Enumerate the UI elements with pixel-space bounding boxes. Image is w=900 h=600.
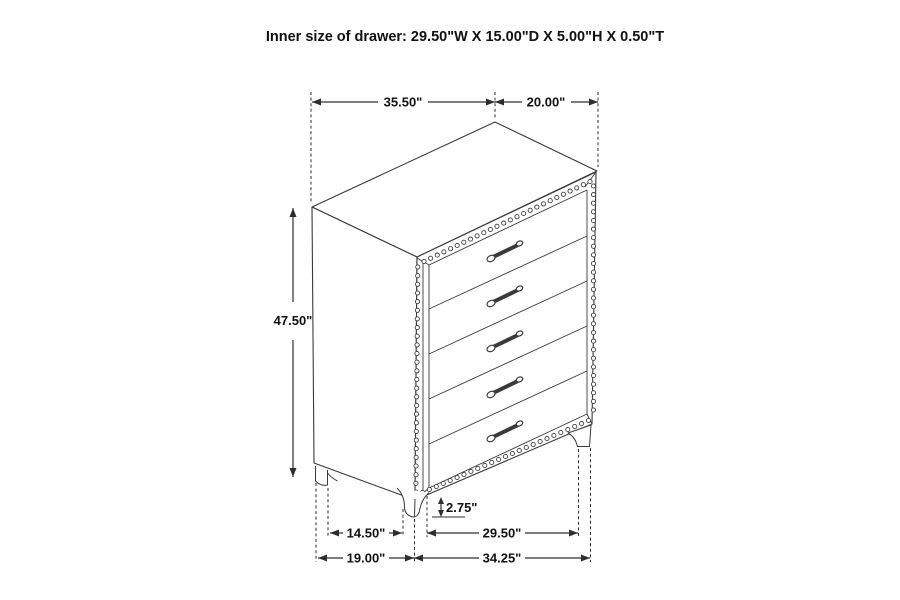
nailhead [414, 455, 418, 459]
nailhead [591, 253, 595, 257]
nailhead [416, 265, 420, 269]
diagram-title: Inner size of drawer: 29.50"W X 15.00"D X 5.00"H X 0.50"T [265, 29, 665, 45]
nailhead [591, 201, 595, 205]
nailhead [568, 189, 572, 193]
nailhead [528, 208, 532, 212]
foot-front-corner-edge [415, 499, 416, 517]
nailhead [415, 334, 419, 338]
dimension-label-overall-depth: 20.00" [526, 94, 566, 110]
dimension-front-leg-span [427, 526, 578, 541]
nailhead [414, 438, 418, 442]
nailhead [591, 287, 595, 291]
nailhead [591, 313, 595, 317]
nailhead [415, 369, 419, 373]
nailhead [538, 439, 542, 443]
nailhead [591, 365, 595, 369]
nailhead [508, 218, 512, 222]
nailhead [586, 418, 590, 422]
nailhead [591, 382, 595, 386]
nailhead [415, 326, 419, 330]
nailhead [414, 481, 418, 485]
nailhead [416, 274, 420, 278]
nailhead [510, 451, 514, 455]
nailhead [475, 234, 479, 238]
dimension-label-overall-width: 35.50" [383, 94, 423, 110]
nailhead [541, 202, 545, 206]
nailhead [414, 429, 418, 433]
nailhead [414, 464, 418, 468]
nailhead [415, 386, 419, 390]
dimension-side-leg-span [330, 526, 402, 541]
nailhead [573, 424, 577, 428]
nailhead [415, 403, 419, 407]
nailhead [591, 305, 595, 309]
nailhead [422, 259, 426, 263]
nailhead [591, 270, 595, 274]
nailhead [581, 183, 585, 187]
nailhead [462, 240, 466, 244]
nailhead [515, 215, 519, 219]
dimension-overall-height [274, 208, 313, 477]
nailhead [415, 343, 419, 347]
nailhead [455, 243, 459, 247]
nailhead [427, 487, 431, 491]
nailhead [591, 322, 595, 326]
nailhead [531, 442, 535, 446]
nailhead [497, 457, 501, 461]
nailhead [545, 436, 549, 440]
dimension-overall-width [312, 95, 495, 110]
nailhead [502, 221, 506, 225]
nailhead [524, 445, 528, 449]
foot-back-left-flare [328, 473, 338, 481]
nailhead [591, 193, 595, 197]
nailhead [414, 421, 418, 425]
nailhead [591, 279, 595, 283]
dimension-leg-height [432, 497, 477, 517]
dimension-label-overall-height: 47.50" [273, 313, 313, 328]
nailhead [462, 472, 466, 476]
dimension-base-depth [318, 551, 414, 566]
nailhead [591, 210, 595, 214]
nailhead [591, 218, 595, 222]
nailhead [591, 330, 595, 334]
dimension-overall-depth [495, 95, 598, 110]
nailhead [495, 224, 499, 228]
nailhead [448, 478, 452, 482]
nailhead [503, 454, 507, 458]
nailhead [555, 195, 559, 199]
nailhead [559, 430, 563, 434]
nailhead [415, 317, 419, 321]
nailhead [415, 351, 419, 355]
dimension-base-width [414, 551, 590, 566]
nailhead [449, 247, 453, 251]
nailhead [591, 373, 595, 377]
nailhead [415, 377, 419, 381]
nailhead [483, 463, 487, 467]
chest-illustration [312, 122, 597, 517]
dimension-label-side-leg-span: 14.50" [346, 525, 386, 541]
nailhead [591, 261, 595, 265]
nailhead [591, 391, 595, 395]
nailhead [591, 399, 595, 403]
nailhead [482, 231, 486, 235]
nailhead [552, 433, 556, 437]
nailhead [535, 205, 539, 209]
nailhead [575, 186, 579, 190]
nailhead [517, 448, 521, 452]
nailhead [566, 427, 570, 431]
nailhead [416, 282, 420, 286]
nailhead [414, 473, 418, 477]
nailhead [415, 308, 419, 312]
nailhead [415, 360, 419, 364]
nailhead [591, 236, 595, 240]
nailhead [441, 481, 445, 485]
nailhead [490, 460, 494, 464]
nailhead [415, 300, 419, 304]
chest-side-face [312, 207, 417, 500]
nailhead [455, 475, 459, 479]
nailhead [591, 339, 595, 343]
dimension-label-leg-height: 2.75" [446, 500, 478, 515]
nailhead [591, 296, 595, 300]
nailhead [522, 211, 526, 215]
nailhead [588, 179, 592, 183]
nailhead [591, 244, 595, 248]
nailhead [580, 421, 584, 425]
nailhead [476, 466, 480, 470]
foot-back-left [316, 466, 328, 485]
nailhead [469, 469, 473, 473]
dimension-label-base-width: 34.25" [482, 550, 522, 566]
nailhead [591, 348, 595, 352]
nailhead [414, 447, 418, 451]
nailhead [434, 484, 438, 488]
nailhead [442, 250, 446, 254]
foot-front [397, 488, 429, 517]
nailhead [416, 291, 420, 295]
nailhead [414, 412, 418, 416]
nailhead [591, 356, 595, 360]
nailhead [561, 192, 565, 196]
nailhead [488, 227, 492, 231]
nailhead [468, 237, 472, 241]
dimension-label-base-depth: 19.00" [346, 550, 386, 566]
nailhead [415, 395, 419, 399]
nailhead [429, 256, 433, 260]
nailhead [591, 184, 595, 188]
nailhead [591, 227, 595, 231]
nailhead [435, 253, 439, 257]
nailhead [591, 408, 595, 412]
dimension-label-front-leg-span: 29.50" [482, 525, 522, 541]
nailhead [548, 199, 552, 203]
